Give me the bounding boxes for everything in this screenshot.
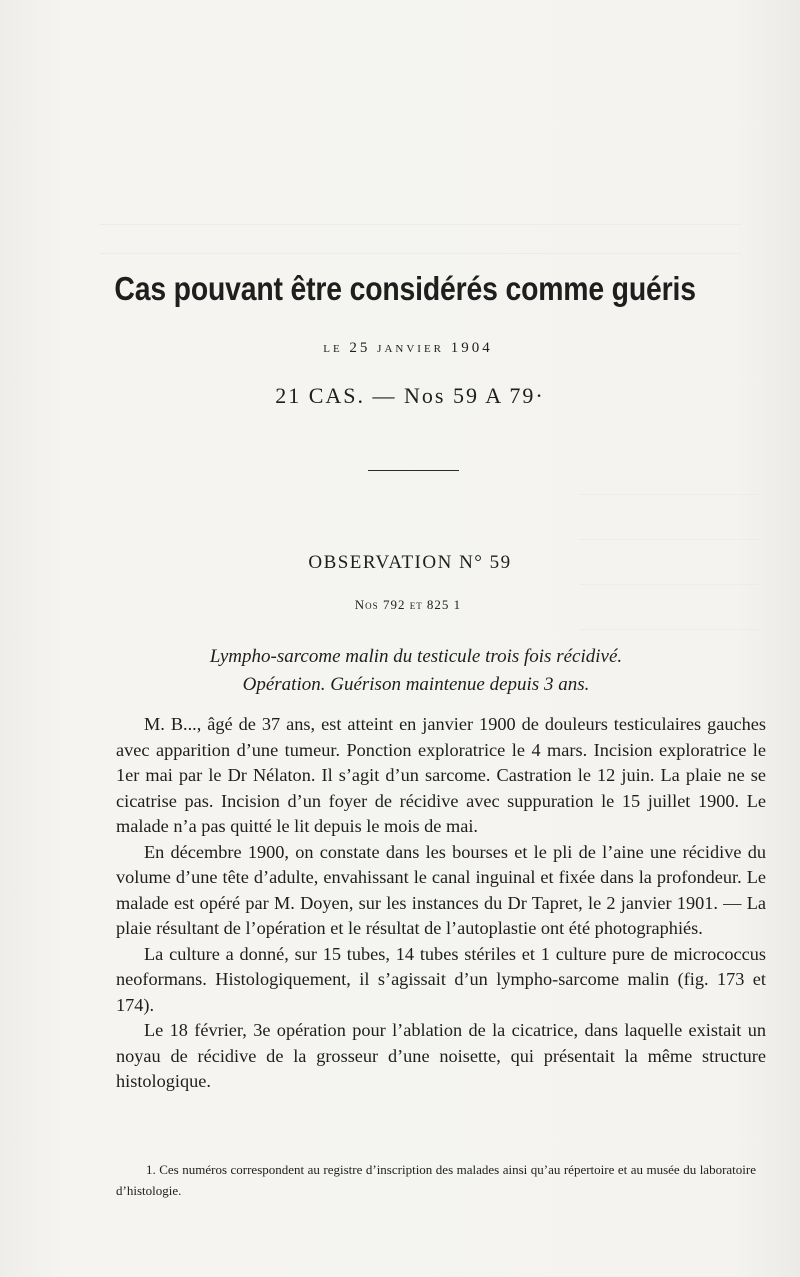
date-line: le 25 janvier 1904 bbox=[323, 340, 493, 356]
body-paragraph: En décembre 1900, on constate dans les bourses et le pli de l’aine une récidive du volume d’une tête d’adulte, envahissant le canal inguinal et fixée dans la profondeur. Le malade est opéré par M. Doyen, sur les instances du Dr Tapret, le 2 janvier 1901. — La plaie résultant de l’opération et le résultat de l’autoplastie ont été photographiés. bbox=[116, 841, 766, 938]
case-subtitle-line-1: Lympho-sarcome malin du testicule trois fois récidivé. bbox=[209, 646, 623, 667]
body-paragraph: La culture a donné, sur 15 tubes, 14 tubes stériles et 1 culture pure de micrococcus neoformans. Histologiquement, il s’agissait d’un lympho-sarcome malin (fig. 173 et 174). bbox=[116, 943, 766, 1015]
section-divider bbox=[368, 470, 459, 471]
case-subtitle-line-2: Opération. Guérison maintenue depuis 3 ans. bbox=[242, 674, 590, 695]
footnote bbox=[116, 1159, 756, 1201]
register-numbers: Nos 792 et 825 1 bbox=[354, 597, 462, 612]
body-paragraph: M. B..., âgé de 37 ans, est atteint en janvier 1900 de douleurs testiculaires gauches avec apparition d’une tumeur. Ponction exploratrice le 4 mars. Incision exploratrice le 1er mai par le Dr Nélaton. Il s’agit d’un sarcome. Castration le 12 juin. La plaie ne se cicatrise pas. Incision d’un foyer de récidive avec suppuration le 15 juillet 1900. Le malade n’a pas quitté le lit depuis le mois de mai. bbox=[116, 714, 766, 836]
footnote-text: 1. Ces numéros correspondent au registre d’inscription des malades ainsi qu’au répertoire et au musée du laboratoire d’histologie. bbox=[116, 1162, 756, 1198]
body-paragraph: Le 18 février, 3e opération pour l’ablation de la cicatrice, dans laquelle existait un noyau de récidive de la grosseur d’une noisette, qui présentait la même structure histologique. bbox=[116, 1020, 766, 1091]
observation-body bbox=[116, 712, 766, 1095]
cases-range-line: 21 CAS. — Nos 59 A 79· bbox=[275, 383, 545, 408]
observation-title: OBSERVATION N° 59 bbox=[308, 552, 512, 573]
page-title: Cas pouvant être considérés comme guéris bbox=[114, 270, 696, 307]
